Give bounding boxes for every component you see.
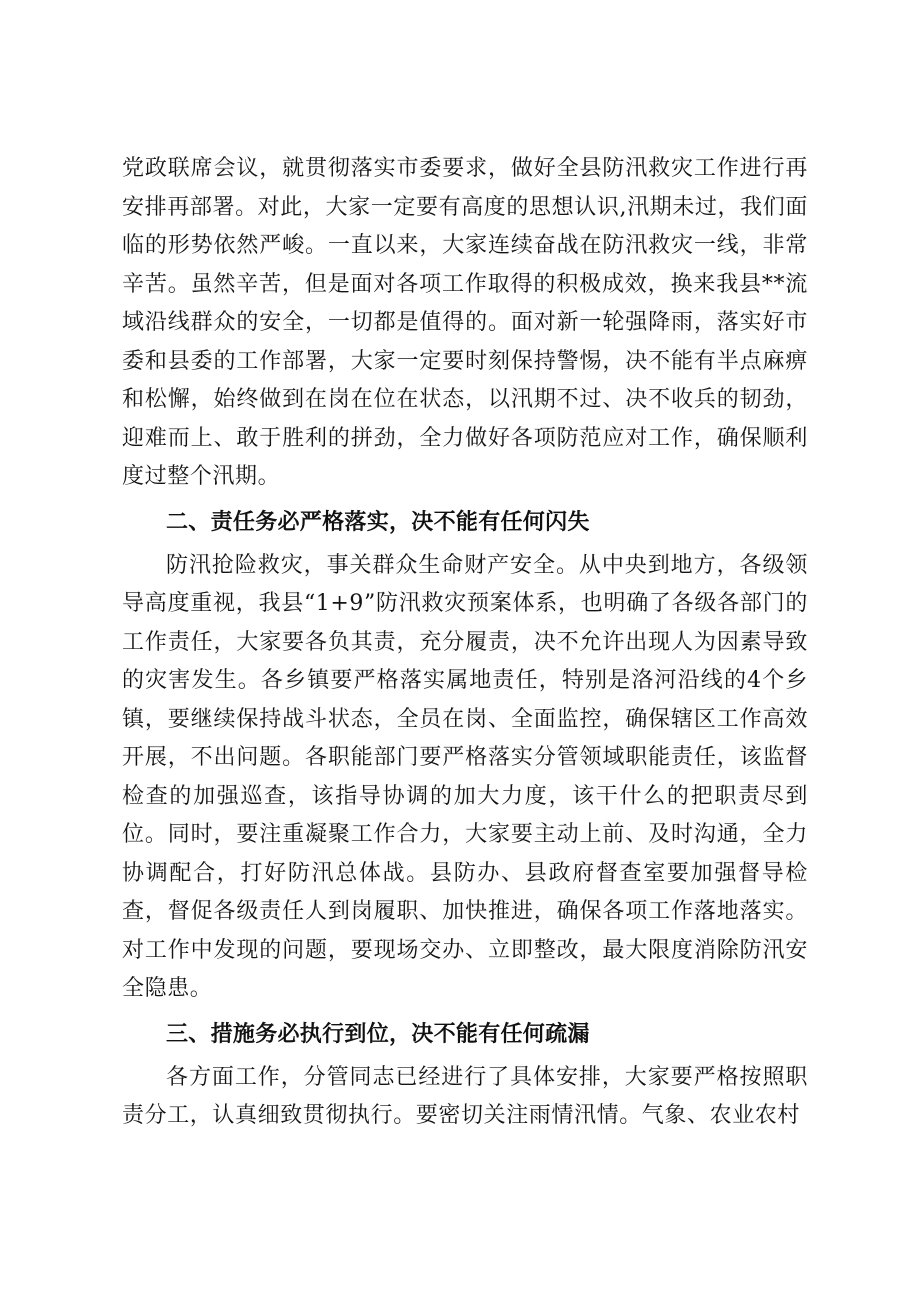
- body-paragraph: 党政联席会议，就贯彻落实市委要求，做好全县防汛救灾工作进行再安排再部署。对此，大家一定要有高度的思想认识,汛期未过，我们面临的形势依然严峻。一直以来，大家连续奋战在防汛救灾一线，非常辛苦。虽然辛苦，但是面对各项工作取得的积极成效，换来我县**流域沿线群众的安全，一切都是值得的。面对新一轮强降雨，落实好市委和县委的工作部署，大家一定要时刻保持警惕，决不能有半点麻痹和松懈，始终做到在岗在位在状态，以汛期不过、决不收兵的韧劲，迎难而上、敢于胜利的拼劲，全力做好各项防范应对工作，确保顺利度过整个汛期。: [122, 156, 808, 489]
- body-paragraph: 各方面工作，分管同志已经进行了具体安排，大家要严格按照职责分工，认真细致贯彻执行。要密切关注雨情汛情。气象、农业农村: [122, 1064, 808, 1128]
- section-heading: 三、措施务必执行到位，决不能有任何疏漏: [166, 1021, 590, 1047]
- document-page: [122, 150, 808, 1136]
- body-paragraph: 防汛抢险救灾，事关群众生命财产安全。从中央到地方，各级领导高度重视，我县“1+9”防汛救灾预案体系，也明确了各级各部门的工作责任，大家要各负其责，充分履责，决不允许出现人为因素导致的灾害发生。各乡镇要严格落实属地责任，特别是洛河沿线的4个乡镇，要继续保持战斗状态，全员在岗、全面监控，确保辖区工作高效开展，不出问题。各职能部门要严格落实分管领域职能责任，该监督检查的加强巡查，该指导协调的加大力度，该干什么的把职责尽到位。同时，要注重凝聚工作合力，大家要主动上前、及时沟通，全力协调配合，打好防汛总体战。县防办、县政府督查室要加强督导检查，督促各级责任人到岗履职、加快推进，确保各项工作落地落实。对工作中发现的问题，要现场交办、立即整改，最大限度消除防汛安全隐患。: [122, 552, 808, 1001]
- section-heading: 二、责任务必严格落实，决不能有任何闪失: [166, 509, 590, 535]
